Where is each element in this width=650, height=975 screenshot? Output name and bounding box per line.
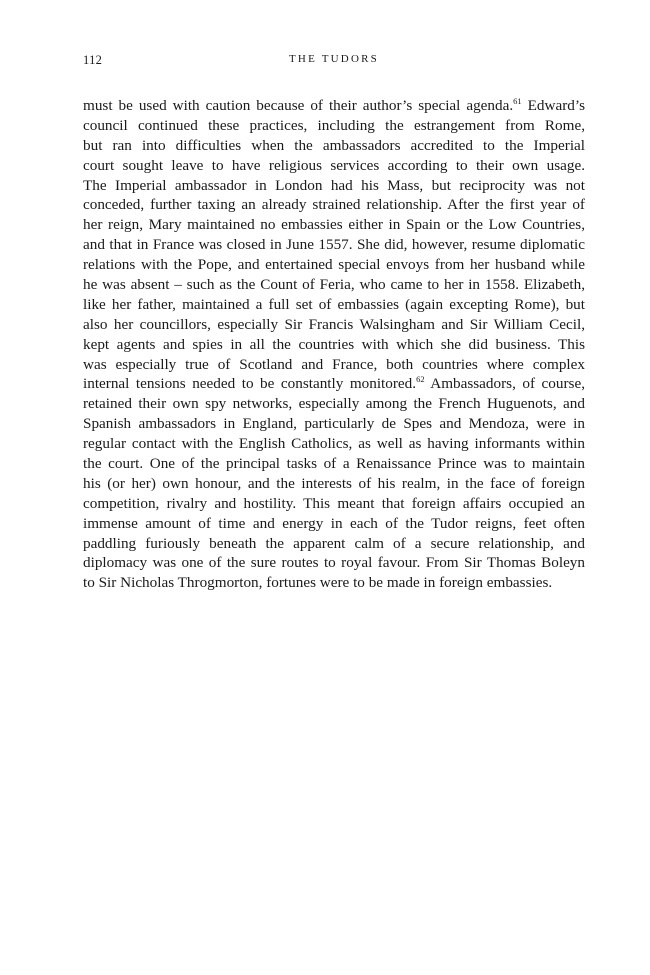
text-line: [83, 374, 585, 394]
text-line: relations with the Pope, and entertained special envoys from her husband while: [83, 256, 585, 274]
line-text: internal tensions needed to be constantly monitored.: [83, 375, 417, 393]
text-line: diplomacy was one of the sure routes to royal favour. From Sir Thomas Boleyn: [83, 554, 585, 572]
running-header: [83, 53, 585, 71]
text-line: conceded, further taxing an already strained relationship. After the first year of: [83, 196, 585, 214]
text-line: kept agents and spies in all the countries with which she did business. This: [83, 335, 585, 353]
text-line: was especially true of Scotland and France, both countries where complex: [83, 355, 585, 373]
text-line: to Sir Nicholas Throgmorton, fortunes were to be made in foreign embassies.: [83, 574, 553, 592]
text-line: and that in France was closed in June 1557. She did, however, resume diplomatic: [83, 236, 585, 254]
running-title: THE TUDORS: [289, 53, 379, 65]
text-line: his (or her) own honour, and the interests of his realm, in the face of foreign: [83, 474, 585, 492]
line-text: Edward’s: [521, 97, 585, 114]
text-line: [83, 96, 585, 116]
text-line: paddling furiously beneath the apparent calm of a secure relationship, and: [83, 534, 585, 552]
text-line: he was absent – such as the Count of Feria, who came to her in 1558. Elizabeth,: [83, 276, 585, 294]
line-text: must be used with caution because of their author’s special agenda.: [83, 97, 514, 114]
text-line: court sought leave to have religious services according to their own usage.: [83, 156, 585, 174]
text-line: Spanish ambassadors in England, particularly de Spes and Mendoza, were in: [83, 415, 585, 433]
text-line: The Imperial ambassador in London had his Mass, but reciprocity was not: [83, 176, 585, 194]
text-line: like her father, maintained a full set of embassies (again excepting Rome), but: [83, 295, 585, 313]
text-line: retained their own spy networks, especially among the French Huguenots, and: [83, 395, 585, 413]
footnote-marker[interactable]: 61: [513, 95, 522, 106]
line-text: Ambassadors, of course,: [424, 375, 585, 393]
text-line: regular contact with the English Catholics, as well as having informants within: [83, 435, 585, 453]
text-line: competition, rivalry and hostility. This meant that foreign affairs occupied an: [83, 494, 585, 512]
text-line: also her councillors, especially Sir Francis Walsingham and Sir William Cecil,: [83, 315, 585, 333]
text-line: but ran into difficulties when the ambassadors accredited to the Imperial: [83, 136, 585, 154]
text-line: the court. One of the principal tasks of a Renaissance Prince was to maintain: [83, 455, 585, 473]
text-line: her reign, Mary maintained no embassies either in Spain or the Low Countries,: [83, 216, 585, 234]
body-paragraph: [83, 96, 585, 593]
footnote-marker[interactable]: 62: [416, 374, 425, 385]
page-number: 112: [83, 53, 103, 67]
text-line: council continued these practices, including the estrangement from Rome,: [83, 116, 585, 134]
text-line: immense amount of time and energy in each of the Tudor reigns, feet often: [83, 514, 585, 532]
